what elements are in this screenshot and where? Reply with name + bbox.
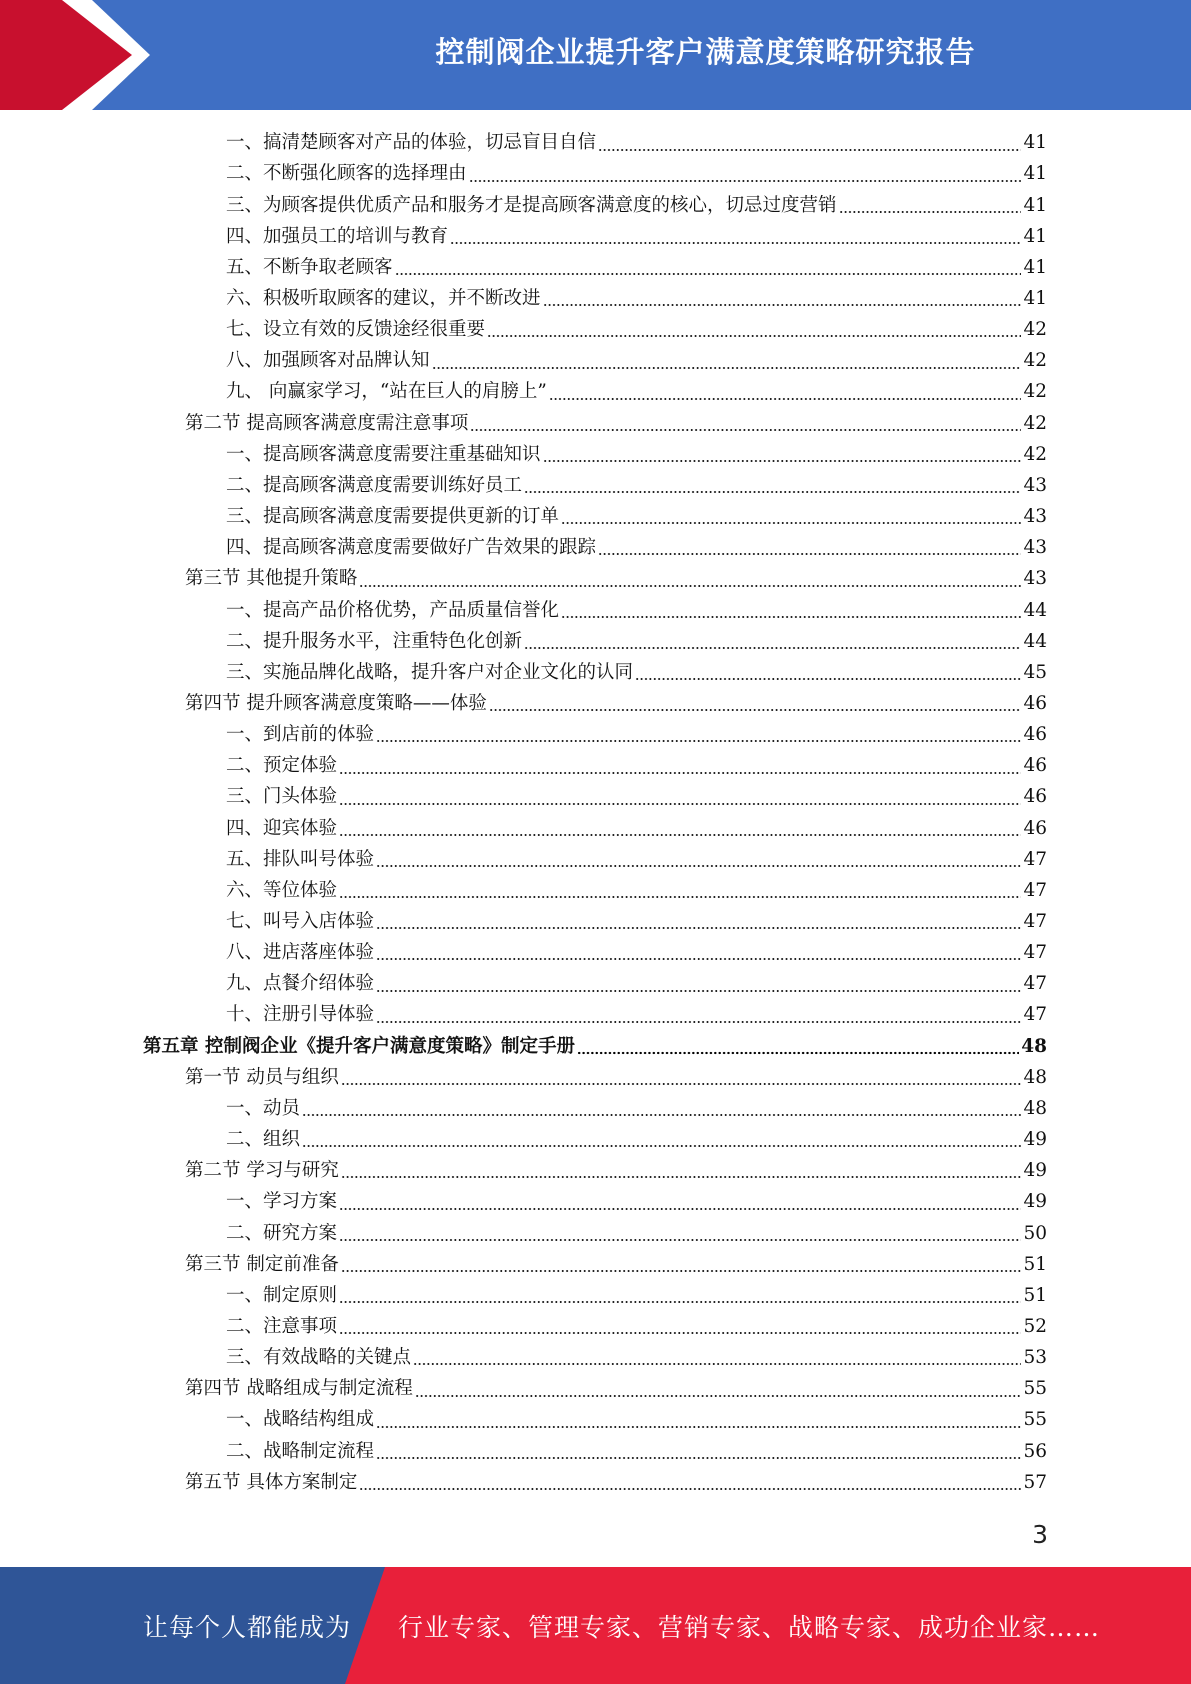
toc-subsection-entry — [226, 720, 1047, 751]
toc-entry-title: 十、注册引导体验 — [226, 1004, 375, 1026]
toc-entry-page: 44 — [1023, 630, 1047, 652]
toc-entry-title: 三、门头体验 — [226, 786, 338, 808]
toc-dot-leader — [635, 677, 1021, 681]
toc-dot-leader — [341, 1269, 1022, 1273]
toc-entry-title: 三、有效战略的关键点 — [226, 1347, 412, 1369]
toc-dot-leader — [577, 1051, 1019, 1055]
toc-entry-page: 42 — [1023, 319, 1047, 341]
toc-entry-page: 51 — [1023, 1284, 1047, 1306]
toc-entry-page: 55 — [1023, 1378, 1047, 1400]
toc-dot-leader — [341, 1175, 1022, 1179]
toc-entry-title: 第四节 提升顾客满意度策略——体验 — [185, 692, 487, 714]
toc-dot-leader — [376, 864, 1021, 868]
toc-dot-leader — [359, 1487, 1021, 1491]
toc-subsection-entry — [226, 471, 1047, 502]
toc-entry-title: 一、搞清楚顾客对产品的体验，切忌盲目自信 — [226, 132, 597, 154]
toc-subsection-entry — [226, 190, 1047, 221]
toc-entry-page: 47 — [1023, 848, 1047, 870]
toc-section-entry — [185, 564, 1047, 595]
toc-subsection-entry — [226, 751, 1047, 782]
footer-slogan-left: 让每个人都能成为 — [143, 1612, 352, 1642]
toc-entry-page: 43 — [1023, 568, 1047, 590]
page-number: 3 — [1032, 1520, 1048, 1549]
toc-entry-page: 41 — [1023, 163, 1047, 185]
toc-dot-leader — [469, 179, 1022, 183]
toc-entry-title: 六、积极听取顾客的建议，并不断改进 — [226, 288, 541, 309]
toc-entry-title: 四、提高顾客满意度需要做好广告效果的跟踪 — [226, 537, 597, 559]
toc-dot-leader — [302, 1144, 1021, 1148]
toc-entry-title: 第三节 其他提升策略 — [185, 568, 358, 590]
toc-dot-leader — [395, 272, 1022, 276]
toc-dot-leader — [524, 646, 1021, 650]
toc-subsection-entry — [226, 221, 1047, 252]
toc-entry-page: 51 — [1023, 1253, 1047, 1275]
toc-entry-title: 四、加强员工的培训与教育 — [226, 225, 449, 247]
toc-entry-title: 一、学习方案 — [226, 1191, 338, 1213]
toc-entry-page: 41 — [1023, 288, 1047, 309]
toc-dot-leader — [376, 739, 1021, 743]
toc-subsection-entry — [226, 1218, 1047, 1249]
toc-dot-leader — [549, 397, 1022, 401]
toc-entry-page: 48 — [1023, 1097, 1047, 1119]
toc-dot-leader — [339, 1207, 1021, 1211]
toc-subsection-entry — [226, 284, 1047, 315]
toc-entry-title: 第二节 提高顾客满意度需注意事项 — [185, 412, 469, 434]
toc-dot-leader — [376, 989, 1021, 993]
toc-section-entry — [185, 1063, 1047, 1094]
toc-dot-leader — [376, 957, 1021, 961]
toc-dot-leader — [376, 926, 1021, 930]
toc-entry-title: 八、加强顾客对品牌认知 — [226, 350, 430, 372]
toc-subsection-entry — [226, 626, 1047, 657]
toc-entry-page: 43 — [1023, 537, 1047, 559]
toc-subsection-entry — [226, 1312, 1047, 1343]
toc-subsection-entry — [226, 907, 1047, 938]
toc-entry-page: 47 — [1023, 879, 1047, 901]
toc-entry-title: 二、提高顾客满意度需要训练好员工 — [226, 474, 523, 496]
toc-section-entry — [185, 1249, 1047, 1280]
toc-subsection-entry — [226, 253, 1047, 284]
toc-dot-leader — [339, 1331, 1021, 1335]
toc-entry-title: 第三节 制定前准备 — [185, 1253, 339, 1275]
toc-dot-leader — [561, 615, 1021, 619]
toc-chapter-entry — [143, 1031, 1047, 1062]
toc-subsection-entry — [226, 813, 1047, 844]
toc-entry-page: 49 — [1023, 1160, 1047, 1182]
toc-entry-title: 二、注意事项 — [226, 1315, 338, 1337]
toc-entry-page: 43 — [1023, 474, 1047, 496]
toc-entry-page: 47 — [1023, 973, 1047, 995]
toc-entry-title: 四、迎宾体验 — [226, 817, 338, 839]
toc-entry-title: 八、进店落座体验 — [226, 942, 375, 964]
toc-entry-title: 二、不断强化顾客的选择理由 — [226, 163, 467, 185]
toc-dot-leader — [470, 428, 1021, 432]
toc-entry-title: 二、预定体验 — [226, 755, 338, 777]
toc-entry-page: 49 — [1023, 1191, 1047, 1213]
toc-subsection-entry — [226, 1094, 1047, 1125]
toc-section-entry — [185, 408, 1047, 439]
page-header — [0, 0, 1191, 110]
toc-dot-leader — [543, 459, 1022, 463]
toc-entry-title: 九、 向赢家学习，“站在巨人的肩膀上” — [226, 381, 547, 403]
toc-entry-page: 48 — [1023, 1066, 1047, 1088]
toc-dot-leader — [415, 1394, 1022, 1398]
toc-dot-leader — [376, 1020, 1021, 1024]
toc-entry-title: 一、战略结构组成 — [226, 1409, 375, 1431]
toc-section-entry — [185, 1467, 1047, 1498]
toc-subsection-entry — [226, 159, 1047, 190]
toc-entry-page: 41 — [1023, 194, 1047, 216]
page-footer — [0, 1567, 1191, 1684]
toc-dot-leader — [561, 521, 1021, 525]
toc-dot-leader — [339, 1300, 1021, 1304]
toc-entry-title: 第五章 控制阀企业《提升客户满意度策略》制定手册 — [143, 1035, 575, 1057]
toc-entry-title: 第一节 动员与组织 — [185, 1066, 339, 1088]
toc-subsection-entry — [226, 377, 1047, 408]
toc-entry-title: 三、提高顾客满意度需要提供更新的订单 — [226, 506, 560, 528]
toc-subsection-entry — [226, 502, 1047, 533]
toc-dot-leader — [487, 334, 1021, 338]
toc-dot-leader — [339, 895, 1021, 899]
toc-entry-page: 41 — [1023, 256, 1047, 278]
toc-subsection-entry — [226, 782, 1047, 813]
toc-section-entry — [185, 1374, 1047, 1405]
toc-entry-page: 42 — [1023, 412, 1047, 434]
toc-entry-page: 42 — [1023, 381, 1047, 403]
toc-subsection-entry — [226, 876, 1047, 907]
toc-subsection-entry — [226, 658, 1047, 689]
toc-dot-leader — [359, 584, 1021, 588]
toc-dot-leader — [489, 708, 1022, 712]
toc-entry-title: 三、实施品牌化战略，提升客户对企业文化的认同 — [226, 661, 634, 683]
toc-entry-page: 55 — [1023, 1409, 1047, 1431]
toc-subsection-entry — [226, 1281, 1047, 1312]
toc-entry-page: 46 — [1023, 692, 1047, 714]
toc-dot-leader — [302, 1113, 1021, 1117]
toc-entry-title: 一、动员 — [226, 1097, 301, 1119]
toc-subsection-entry — [226, 440, 1047, 471]
toc-subsection-entry — [226, 128, 1047, 159]
toc-dot-leader — [598, 148, 1021, 152]
toc-entry-page: 50 — [1023, 1222, 1047, 1244]
toc-dot-leader — [413, 1362, 1021, 1366]
toc-subsection-entry — [226, 1187, 1047, 1218]
toc-entry-title: 二、战略制定流程 — [226, 1440, 375, 1462]
toc-dot-leader — [450, 241, 1021, 245]
toc-dot-leader — [376, 1456, 1021, 1460]
toc-dot-leader — [339, 833, 1021, 837]
toc-dot-leader — [524, 490, 1021, 494]
toc-entry-title: 一、到店前的体验 — [226, 724, 375, 746]
toc-entry-page: 46 — [1023, 755, 1047, 777]
toc-dot-leader — [543, 303, 1022, 307]
toc-dot-leader — [339, 1238, 1021, 1242]
toc-subsection-entry — [226, 595, 1047, 626]
toc-entry-page: 46 — [1023, 786, 1047, 808]
toc-entry-page: 47 — [1023, 911, 1047, 932]
toc-entry-page: 44 — [1023, 599, 1047, 621]
toc-dot-leader — [376, 1425, 1021, 1429]
toc-entry-title: 一、提高顾客满意度需要注重基础知识 — [226, 443, 541, 465]
toc-entry-title: 五、不断争取老顾客 — [226, 256, 393, 278]
toc-entry-title: 二、组织 — [226, 1129, 301, 1151]
toc-entry-title: 第二节 学习与研究 — [185, 1160, 339, 1182]
toc-subsection-entry — [226, 533, 1047, 564]
toc-entry-page: 52 — [1023, 1315, 1047, 1337]
toc-entry-title: 一、制定原则 — [226, 1284, 338, 1306]
footer-slogan-right: 行业专家、管理专家、营销专家、战略专家、成功企业家…… — [398, 1612, 1101, 1642]
toc-entry-title: 六、等位体验 — [226, 879, 338, 901]
toc-subsection-entry — [226, 1405, 1047, 1436]
report-title: 控制阀企业提升客户满意度策略研究报告 — [435, 34, 976, 69]
toc-entry-page: 41 — [1023, 225, 1047, 247]
toc-entry-page: 46 — [1023, 817, 1047, 839]
toc-entry-page: 57 — [1023, 1471, 1047, 1493]
toc-subsection-entry — [226, 1343, 1047, 1374]
toc-entry-title: 二、提升服务水平，注重特色化创新 — [226, 630, 523, 652]
toc-entry-title: 二、研究方案 — [226, 1222, 338, 1244]
toc-subsection-entry — [226, 1125, 1047, 1156]
toc-dot-leader — [432, 366, 1022, 370]
toc-entry-page: 49 — [1023, 1129, 1047, 1151]
toc-subsection-entry — [226, 1000, 1047, 1031]
toc-subsection-entry — [226, 844, 1047, 875]
toc-entry-title: 第五节 具体方案制定 — [185, 1471, 358, 1493]
toc-dot-leader — [339, 802, 1021, 806]
toc-subsection-entry — [226, 315, 1047, 346]
toc-entry-title: 七、叫号入店体验 — [226, 911, 375, 932]
toc-entry-page: 45 — [1023, 661, 1047, 683]
toc-entry-page: 43 — [1023, 506, 1047, 528]
toc-entry-title: 三、为顾客提供优质产品和服务才是提高顾客满意度的核心，切忌过度营销 — [226, 194, 837, 216]
toc-subsection-entry — [226, 1436, 1047, 1467]
toc-entry-page: 42 — [1023, 443, 1047, 465]
toc-subsection-entry — [226, 969, 1047, 1000]
toc-dot-leader — [839, 210, 1022, 214]
toc-dot-leader — [598, 552, 1021, 556]
toc-entry-title: 九、点餐介绍体验 — [226, 973, 375, 995]
toc-entry-page: 48 — [1021, 1035, 1047, 1057]
toc-section-entry — [185, 689, 1047, 720]
toc-entry-title: 七、设立有效的反馈途经很重要 — [226, 319, 486, 341]
toc-entry-page: 56 — [1023, 1440, 1047, 1462]
toc-entry-title: 一、提高产品价格优势，产品质量信誉化 — [226, 599, 560, 621]
toc-dot-leader — [341, 1082, 1022, 1086]
toc-entry-title: 第四节 战略组成与制定流程 — [185, 1378, 413, 1400]
toc-entry-title: 五、排队叫号体验 — [226, 848, 375, 870]
toc-entry-page: 46 — [1023, 724, 1047, 746]
toc-entry-page: 53 — [1023, 1347, 1047, 1369]
toc-section-entry — [185, 1156, 1047, 1187]
toc-entry-page: 42 — [1023, 350, 1047, 372]
toc-entry-page: 41 — [1023, 132, 1047, 154]
toc-entry-page: 47 — [1023, 1004, 1047, 1026]
toc-subsection-entry — [226, 938, 1047, 969]
toc-dot-leader — [339, 771, 1021, 775]
toc-subsection-entry — [226, 346, 1047, 377]
toc-entry-page: 47 — [1023, 942, 1047, 964]
